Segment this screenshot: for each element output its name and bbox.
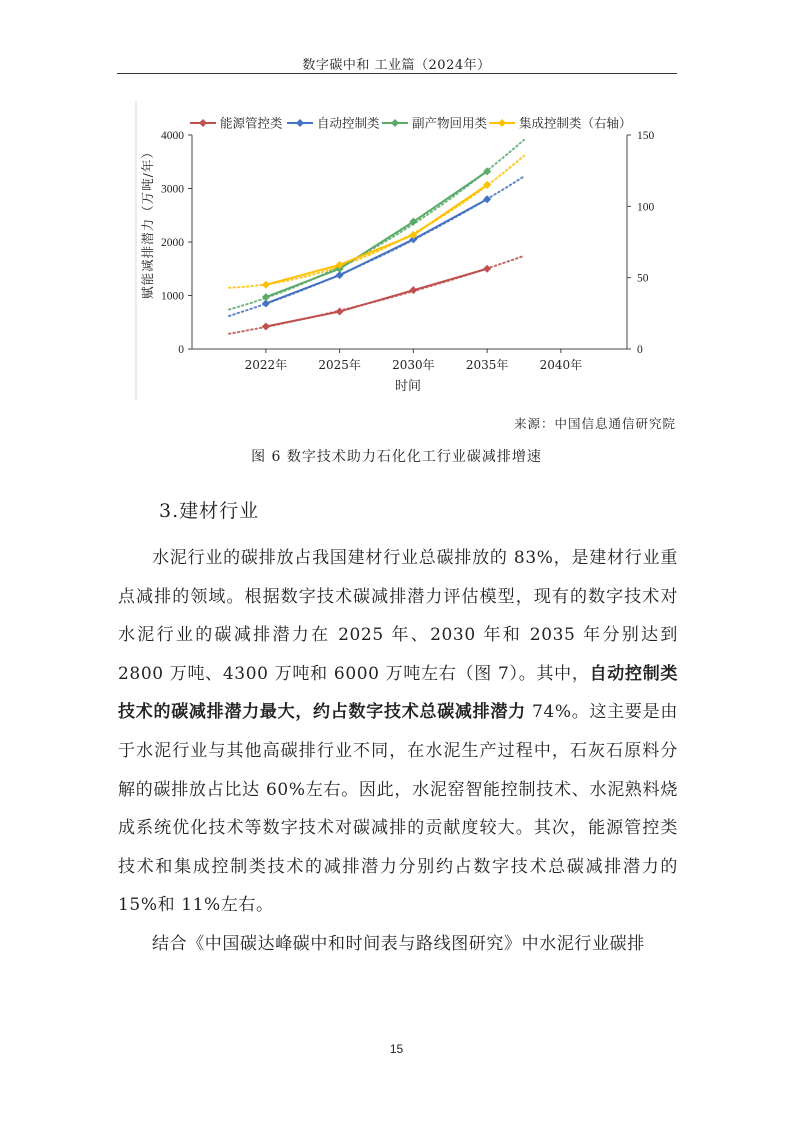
data-point [262,293,270,301]
x-axis-label: 时间 [394,379,422,394]
y-right-tick-label: 100 [637,201,655,214]
data-point [409,286,417,294]
legend-label: 副产物回用类 [412,115,488,131]
x-tick-label: 2022年 [244,358,288,372]
data-point [483,265,491,273]
y-left-tick-label: 3000 [161,183,184,196]
legend-marker [296,119,304,127]
x-tick-label: 2025年 [318,358,361,372]
legend-marker [391,119,399,127]
trendline [229,140,524,310]
running-header: 数字碳中和 工业篇（2024年） [302,58,491,73]
data-point [262,323,270,331]
paragraph-1-part1: 水泥行业的碳排放占我国建材行业总碳排放的 83%，是建材行业重点减排的领域。根据数字技术碳减排潜力评估模型，现有的数字技术对水泥行业的碳减排潜力在 2025 年、2030 年和 2035 年分别达到 2800 万吨、4300 万吨和 6000 万吨左右（图 7）。其中， [118,548,678,684]
series-line [266,185,487,285]
legend-label: 自动控制类 [317,115,380,131]
data-point [336,308,344,316]
y-right-tick-label: 150 [637,130,655,142]
figure-caption: 图 6 数字技术助力石化化工行业碳减排增速 [251,449,542,465]
paragraph-1-bold: 自动控制类技术的碳减排潜力最大，约占数字技术总碳减排潜力 [118,663,679,723]
y-axis-label: 赋能减排潜力（万吨/年） [140,145,155,299]
section-title: 3.建材行业 [159,500,260,522]
x-tick-label: 2035年 [465,358,509,372]
paragraph-2: 结合《中国碳达峰碳中和时间表与路线图研究》中水泥行业碳排 [152,933,645,954]
y-right-tick-label: 0 [637,344,643,356]
figure-source: 来源：中国信息通信研究院 [513,416,676,431]
y-left-tick-label: 4000 [161,130,184,142]
series-line [266,269,487,327]
body-text [118,539,678,964]
trendlines [229,140,524,334]
page-number: 15 [389,1042,404,1056]
y-left-tick-label: 1000 [161,290,184,303]
paragraph-1 [118,539,678,925]
data-point [262,281,270,289]
line-chart [0,0,793,410]
chart-legend [190,116,632,131]
y-left-tick-label: 2000 [161,237,184,249]
legend-marker [498,119,506,127]
legend-label: 能源管控类 [220,115,283,131]
chart-axes [161,130,655,372]
x-tick-label: 2030年 [392,358,435,372]
x-tick-label: 2040年 [539,358,583,372]
legend-label: 集成控制类（右轴） [519,115,632,131]
y-right-tick-label: 50 [637,272,649,285]
paragraph-1-part2: 74%。这主要是由于水泥行业与其他高碳排行业不同，在水泥生产过程中，石灰石原料分解的碳排放占比达 60%左右。因此，水泥窑智能控制技术、水泥熟料烧成系统优化技术等数字技术对碳减排的贡献度较大。其次，能源管控类技术和集成控制类技术的减排潜力分别约占数字技术总碳减排潜力的 15%和 11%左右。 [118,702,678,916]
y-left-tick-label: 0 [178,344,184,356]
legend-marker [199,119,207,127]
data-series [262,167,491,330]
